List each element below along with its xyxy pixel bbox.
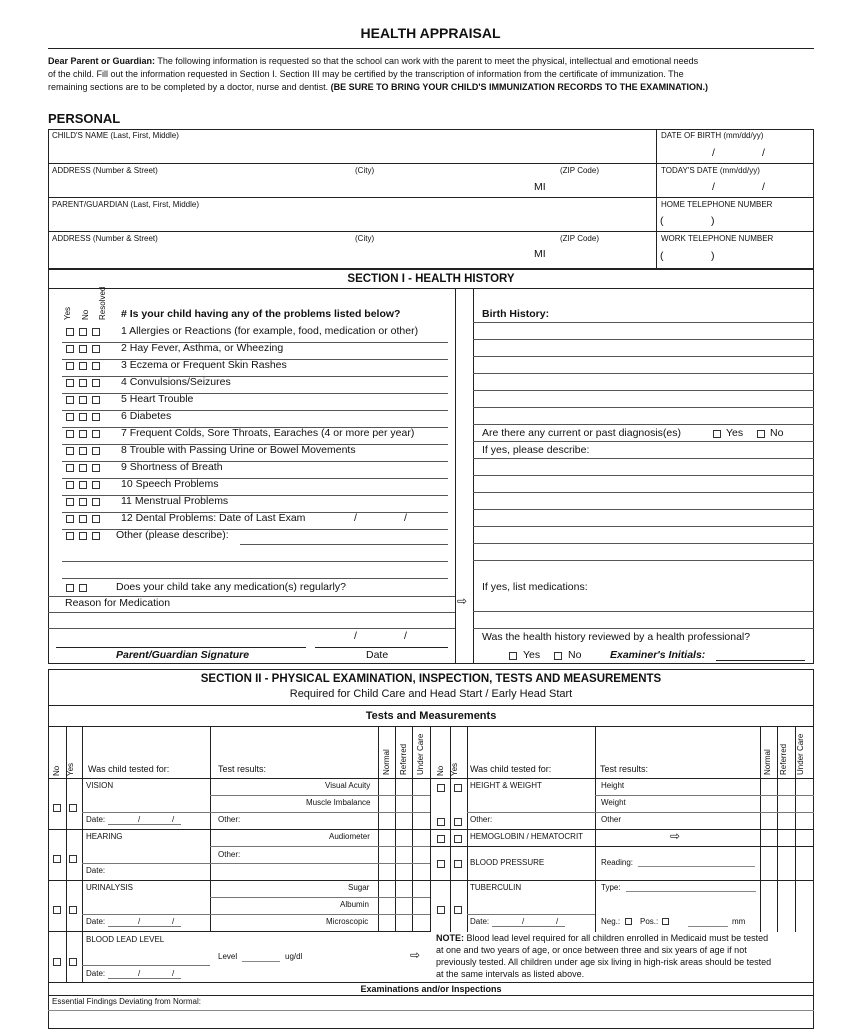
guardian-label: PARENT/GUARDIAN (Last, First, Middle) — [52, 200, 199, 209]
history-12-resolved-checkbox[interactable] — [92, 515, 100, 523]
arrow-right-icon: ⇨ — [457, 594, 468, 608]
reason-label: Reason for Medication — [65, 597, 171, 609]
list-meds-label: If yes, list medications: — [482, 581, 588, 593]
history-item: 1 Allergies or Reactions (for example, food, medication or other) — [121, 325, 419, 337]
section2-subheading: Required for Child Care and Head Start / Early Head Start — [289, 688, 573, 700]
findings-label: Essential Findings Deviating from Normal: — [52, 997, 201, 1006]
history-5-resolved-checkbox[interactable] — [92, 396, 100, 404]
tests-heading: Tests and Measurements — [365, 710, 497, 722]
urinalysis-yes-checkbox[interactable] — [69, 906, 77, 914]
history-4-yes-checkbox[interactable] — [66, 379, 74, 387]
describe-label: If yes, please describe: — [482, 444, 590, 456]
history-item: 12 Dental Problems: Date of Last Exam — [121, 512, 306, 524]
history-item: 6 Diabetes — [121, 410, 172, 422]
section1-heading: SECTION I - HEALTH HISTORY — [347, 273, 515, 285]
history-6-yes-checkbox[interactable] — [66, 413, 74, 421]
med-no-checkbox[interactable] — [79, 584, 87, 592]
history-1-resolved-checkbox[interactable] — [92, 328, 100, 336]
history-6-resolved-checkbox[interactable] — [92, 413, 100, 421]
history-2-no-checkbox[interactable] — [79, 345, 87, 353]
lead-no-checkbox[interactable] — [53, 958, 61, 966]
hearing-no-checkbox[interactable] — [53, 855, 61, 863]
tb-neg-checkbox[interactable] — [625, 918, 632, 925]
history-item: 11 Menstrual Problems — [121, 495, 229, 507]
hw-no-checkbox[interactable] — [437, 784, 445, 792]
history-11-resolved-checkbox[interactable] — [92, 498, 100, 506]
history-5-no-checkbox[interactable] — [79, 396, 87, 404]
today-label: TODAY'S DATE (mm/dd/yy) — [661, 166, 760, 175]
birth-history-label: Birth History: — [482, 308, 550, 320]
history-9-yes-checkbox[interactable] — [66, 464, 74, 472]
history-3-yes-checkbox[interactable] — [66, 362, 74, 370]
intro-line-1: Dear Parent or Guardian: The following information is requested so that the school can work with the parent to meet the physical, intellectual and emotional needs — [48, 56, 699, 66]
lead-yes-checkbox[interactable] — [69, 958, 77, 966]
history-item: 4 Convulsions/Seizures — [121, 376, 231, 388]
section2-heading: SECTION II - PHYSICAL EXAMINATION, INSPECTION, TESTS AND MEASUREMENTS — [200, 673, 662, 685]
med-yes-checkbox[interactable] — [66, 584, 74, 592]
work-phone-label: WORK TELEPHONE NUMBER — [661, 234, 774, 243]
personal-heading: PERSONAL — [48, 111, 121, 126]
history-7-resolved-checkbox[interactable] — [92, 430, 100, 438]
page-title: HEALTH APPRAISAL — [360, 25, 501, 41]
history-2-resolved-checkbox[interactable] — [92, 345, 100, 353]
history-7-no-checkbox[interactable] — [79, 430, 87, 438]
child-name-label: CHILD'S NAME (Last, First, Middle) — [52, 131, 179, 140]
other-yes-checkbox[interactable] — [454, 818, 462, 826]
reviewed-question: Was the health history reviewed by a health professional? — [482, 631, 751, 643]
dob-label: DATE OF BIRTH (mm/dd/yy) — [661, 131, 764, 140]
history-4-no-checkbox[interactable] — [79, 379, 87, 387]
history-3-no-checkbox[interactable] — [79, 362, 87, 370]
history-13-resolved-checkbox[interactable] — [92, 532, 100, 540]
bp-no-checkbox[interactable] — [437, 860, 445, 868]
arrow-right-icon: ⇨ — [410, 948, 421, 962]
history-7-yes-checkbox[interactable] — [66, 430, 74, 438]
exams-heading: Examinations and/or Inspections — [360, 984, 502, 994]
hemoglobin-yes-checkbox[interactable] — [454, 835, 462, 843]
history-1-no-checkbox[interactable] — [79, 328, 87, 336]
history-3-resolved-checkbox[interactable] — [92, 362, 100, 370]
personal-table — [48, 129, 814, 269]
history-2-yes-checkbox[interactable] — [66, 345, 74, 353]
address2-label: ADDRESS (Number & Street) — [52, 234, 158, 243]
note-line-1: NOTE: Blood lead level required for all children enrolled in Medicaid must be tested — [436, 933, 769, 943]
history-11-no-checkbox[interactable] — [79, 498, 87, 506]
history-item: Other (please describe): — [116, 529, 229, 541]
history-5-yes-checkbox[interactable] — [66, 396, 74, 404]
history-9-no-checkbox[interactable] — [79, 464, 87, 472]
history-6-no-checkbox[interactable] — [79, 413, 87, 421]
medication-question: Does your child take any medication(s) regularly? — [116, 581, 346, 593]
address-label: ADDRESS (Number & Street) — [52, 166, 158, 175]
hw-yes-checkbox[interactable] — [454, 784, 462, 792]
signature-date-label: Date — [366, 649, 389, 661]
initials-label: Examiner's Initials: — [610, 649, 706, 661]
history-12-no-checkbox[interactable] — [79, 515, 87, 523]
history-item: 9 Shortness of Breath — [121, 461, 223, 473]
history-4-resolved-checkbox[interactable] — [92, 379, 100, 387]
intro-line-2: of the child. Fill out the information requested in Section I. Section III may be certified by the transcription of information from the certificate of immunization. The — [48, 69, 684, 79]
history-item: 5 Heart Trouble — [121, 393, 194, 405]
diagnosis-no-checkbox[interactable] — [757, 430, 765, 438]
reviewed-yes-checkbox[interactable] — [509, 652, 517, 660]
home-phone-label: HOME TELEPHONE NUMBER — [661, 200, 773, 209]
history-8-no-checkbox[interactable] — [79, 447, 87, 455]
diagnosis-yes-checkbox[interactable] — [713, 430, 721, 438]
history-item: 2 Hay Fever, Asthma, or Wheezing — [121, 342, 284, 354]
section2-table — [48, 669, 814, 1029]
history-1-yes-checkbox[interactable] — [66, 328, 74, 336]
history-13-yes-checkbox[interactable] — [66, 532, 74, 540]
reviewed-no-checkbox[interactable] — [554, 652, 562, 660]
history-11-yes-checkbox[interactable] — [66, 498, 74, 506]
arrow-right-icon: ⇨ — [670, 829, 681, 843]
history-item: 8 Trouble with Passing Urine or Bowel Movements — [121, 444, 356, 456]
bp-yes-checkbox[interactable] — [454, 860, 462, 868]
history-item: 10 Speech Problems — [121, 478, 219, 490]
vision-yes-checkbox[interactable] — [69, 804, 77, 812]
tb-no-checkbox[interactable] — [437, 906, 445, 914]
signature-label: Parent/Guardian Signature — [116, 649, 250, 661]
history-8-resolved-checkbox[interactable] — [92, 447, 100, 455]
intro-line-3: remaining sections are to be completed by a doctor, nurse and dentist. (BE SURE TO BRING YOUR CHILD'S IMMUNIZATION RECORDS TO THE EXAMINATION.) — [48, 82, 708, 92]
tb-pos-checkbox[interactable] — [662, 918, 669, 925]
history-item: 7 Frequent Colds, Sore Throats, Earaches (4 or more per year) — [121, 427, 415, 439]
hemoglobin-no-checkbox[interactable] — [437, 835, 445, 843]
history-8-yes-checkbox[interactable] — [66, 447, 74, 455]
history-item: 3 Eczema or Frequent Skin Rashes — [121, 359, 287, 371]
history-10-resolved-checkbox[interactable] — [92, 481, 100, 489]
history-12-yes-checkbox[interactable] — [66, 515, 74, 523]
history-10-no-checkbox[interactable] — [79, 481, 87, 489]
history-13-no-checkbox[interactable] — [79, 532, 87, 540]
history-10-yes-checkbox[interactable] — [66, 481, 74, 489]
urinalysis-no-checkbox[interactable] — [53, 906, 61, 914]
vision-no-checkbox[interactable] — [53, 804, 61, 812]
tb-yes-checkbox[interactable] — [454, 906, 462, 914]
diagnosis-question: Are there any current or past diagnosis(es) — [482, 427, 682, 439]
history-9-resolved-checkbox[interactable] — [92, 464, 100, 472]
health-question: # Is your child having any of the problems listed below? — [121, 308, 401, 320]
other-no-checkbox[interactable] — [437, 818, 445, 826]
hearing-yes-checkbox[interactable] — [69, 855, 77, 863]
